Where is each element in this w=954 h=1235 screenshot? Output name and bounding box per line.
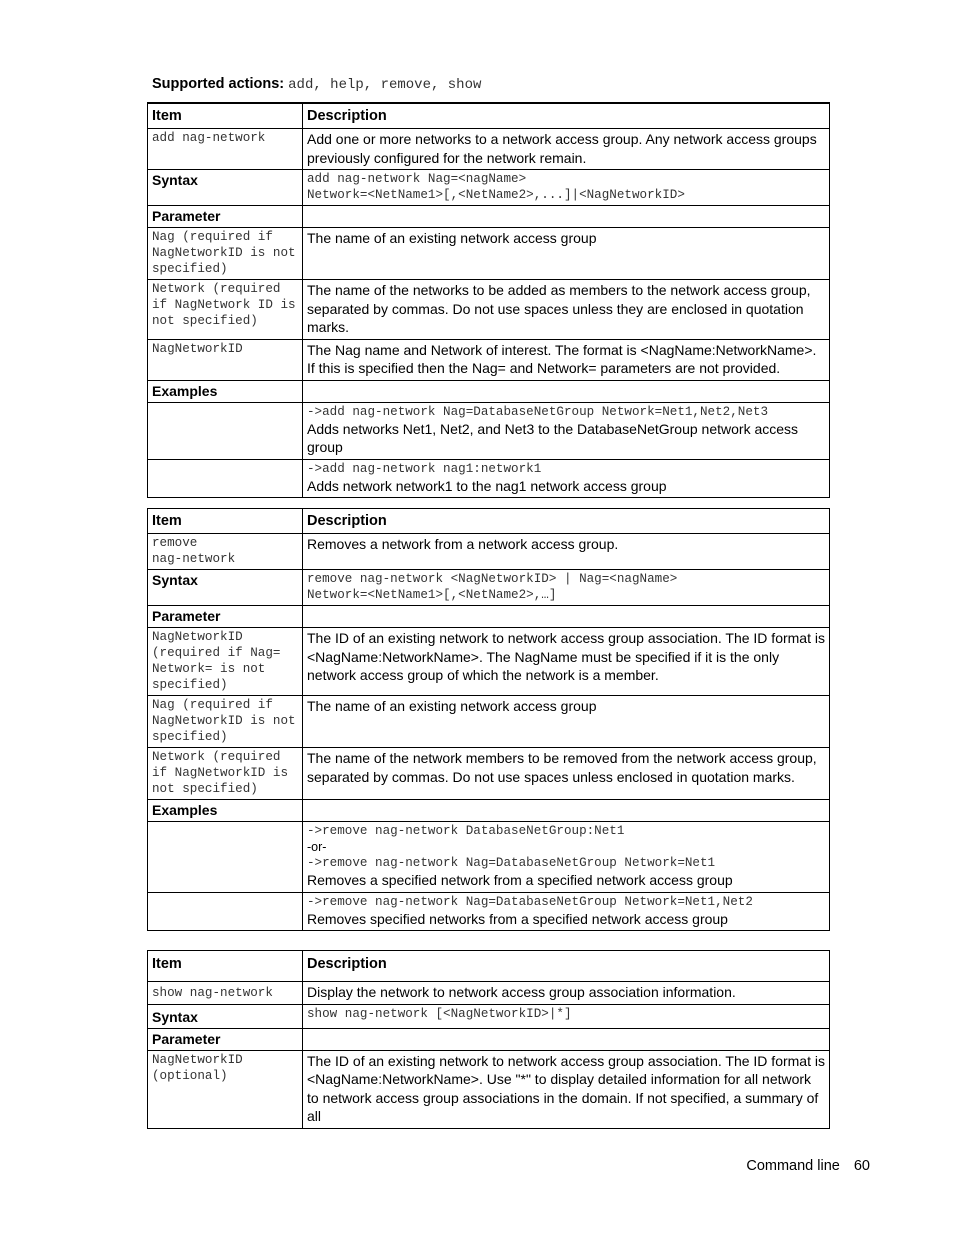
supported-actions-label: Supported actions bbox=[152, 76, 280, 92]
item-header: Item bbox=[148, 951, 303, 982]
item-header: Item bbox=[148, 103, 303, 129]
syntax-label: Syntax bbox=[152, 572, 198, 588]
param-description: The name of the network members to be removed from the network access group, separated by commas. Do not use spaces unless enclosed in quotation marks. bbox=[307, 750, 817, 785]
param-name: Nag (required if NagNetworkID is not specified) bbox=[152, 230, 304, 276]
param-description: The name of an existing network access group bbox=[307, 230, 597, 246]
param-row bbox=[148, 628, 830, 696]
syntax-row bbox=[148, 570, 830, 606]
examples-label: Examples bbox=[152, 382, 218, 399]
param-row bbox=[148, 696, 830, 748]
command-name: remove nag-network bbox=[152, 536, 236, 566]
example-row bbox=[148, 892, 830, 931]
example-description: Adds network network1 to the nag1 network access group bbox=[307, 477, 667, 494]
example-description: Removes specified networks from a specified network access group bbox=[307, 910, 728, 927]
command-description: Display the network to network access group association information. bbox=[307, 984, 736, 1000]
syntax-row bbox=[148, 1004, 830, 1028]
page-footer bbox=[746, 1158, 870, 1174]
example-code: ->remove nag-network Nag=DatabaseNetGroup Network=Net1,Net2 bbox=[307, 894, 753, 909]
footer-section: Command line bbox=[746, 1158, 840, 1174]
description-header: Description bbox=[303, 509, 830, 534]
parameter-label: Parameter bbox=[152, 608, 221, 624]
supported-actions-values: add, help, remove, show bbox=[288, 77, 482, 93]
remove-nag-network-table bbox=[147, 508, 830, 931]
example-row bbox=[148, 402, 830, 459]
param-name: NagNetworkID (required if Nag= Network= is not specified) bbox=[152, 630, 289, 692]
item-header: Item bbox=[148, 509, 303, 534]
page-number: 60 bbox=[853, 1158, 870, 1174]
parameter-header-row bbox=[148, 206, 830, 228]
parameter-header-row bbox=[148, 606, 830, 628]
parameter-label: Parameter bbox=[152, 1030, 221, 1047]
param-row bbox=[148, 1050, 830, 1128]
examples-header-row bbox=[148, 800, 830, 822]
example-code: ->remove nag-network Nag=DatabaseNetGroup Network=Net1 bbox=[307, 856, 716, 870]
param-row bbox=[148, 280, 830, 340]
example-description: Removes a specified network from a specified network access group bbox=[307, 872, 733, 888]
command-row bbox=[148, 129, 830, 170]
example-code: ->add nag-network Nag=DatabaseNetGroup Network=Net1,Net2,Net3 bbox=[307, 404, 769, 419]
param-description: The ID of an existing network to network access group association. The ID format is <NagName:NetworkName>. The NagName must be specified if it is the only network access group of which the network is a member. bbox=[307, 630, 825, 683]
example-or-separator: -or- bbox=[307, 840, 327, 854]
param-name: NagNetworkID bbox=[152, 341, 243, 356]
param-description: The ID of an existing network to network access group association. The ID format is <NagName:NetworkName>. Use "*" to display detailed information for all network to network access group associations in the domain. If not specified, a summary of all bbox=[307, 1052, 825, 1124]
command-name: add nag-network bbox=[152, 131, 266, 145]
param-name: Network (required if NagNetwork ID is not specified) bbox=[152, 282, 304, 328]
show-nag-network-table bbox=[147, 950, 830, 1129]
example-code: ->add nag-network nag1:network1 bbox=[307, 461, 542, 476]
command-row bbox=[148, 982, 830, 1005]
param-description: The name of an existing network access group bbox=[307, 698, 597, 714]
examples-label: Examples bbox=[152, 802, 218, 818]
syntax-text: show nag-network [<NagNetworkID>|*] bbox=[307, 1006, 572, 1021]
example-code: ->remove nag-network DatabaseNetGroup:Net1 bbox=[307, 824, 625, 838]
param-description: The Nag name and Network of interest. The format is <NagName:NetworkName>. If this is specified then the Nag= and Network= parameters are not provided. bbox=[307, 341, 817, 376]
syntax-row bbox=[148, 170, 830, 206]
param-row bbox=[148, 228, 830, 280]
command-description: Add one or more networks to a network access group. Any network access groups previously configured for the network remain. bbox=[307, 131, 817, 166]
syntax-label: Syntax bbox=[152, 1008, 198, 1025]
param-row bbox=[148, 748, 830, 800]
syntax-text: add nag-network Nag=<nagName> Network=<NetName1>[,<NetName2>,...]|<NagNetworkID> bbox=[307, 172, 685, 202]
param-description: The name of the networks to be added as members to the network access group, separated by commas. Do not use spaces unless they are enclosed in quotation marks. bbox=[307, 282, 811, 335]
syntax-text: remove nag-network <NagNetworkID> | Nag=<nagName> Network=<NetName1>[,<NetName2>,…] bbox=[307, 572, 678, 602]
add-nag-network-table bbox=[147, 102, 830, 498]
param-row bbox=[148, 339, 830, 380]
param-name: Nag (required if NagNetworkID is not specified) bbox=[152, 698, 304, 744]
examples-header-row bbox=[148, 380, 830, 402]
param-name: NagNetworkID (optional) bbox=[152, 1052, 251, 1083]
syntax-label: Syntax bbox=[152, 172, 198, 188]
command-description: Removes a network from a network access group. bbox=[307, 536, 619, 552]
example-row bbox=[148, 822, 830, 893]
command-row bbox=[148, 534, 830, 570]
example-description: Adds networks Net1, Net2, and Net3 to the DatabaseNetGroup network access group bbox=[307, 420, 799, 455]
example-row bbox=[148, 459, 830, 498]
parameter-label: Parameter bbox=[152, 208, 221, 224]
parameter-header-row bbox=[148, 1028, 830, 1050]
supported-actions: Supported actions: add, help, remove, show bbox=[152, 76, 482, 93]
description-header: Description bbox=[303, 951, 830, 982]
command-name: show nag-network bbox=[152, 986, 273, 1000]
description-header: Description bbox=[303, 103, 830, 129]
param-name: Network (required if NagNetworkID is not specified) bbox=[152, 750, 296, 796]
